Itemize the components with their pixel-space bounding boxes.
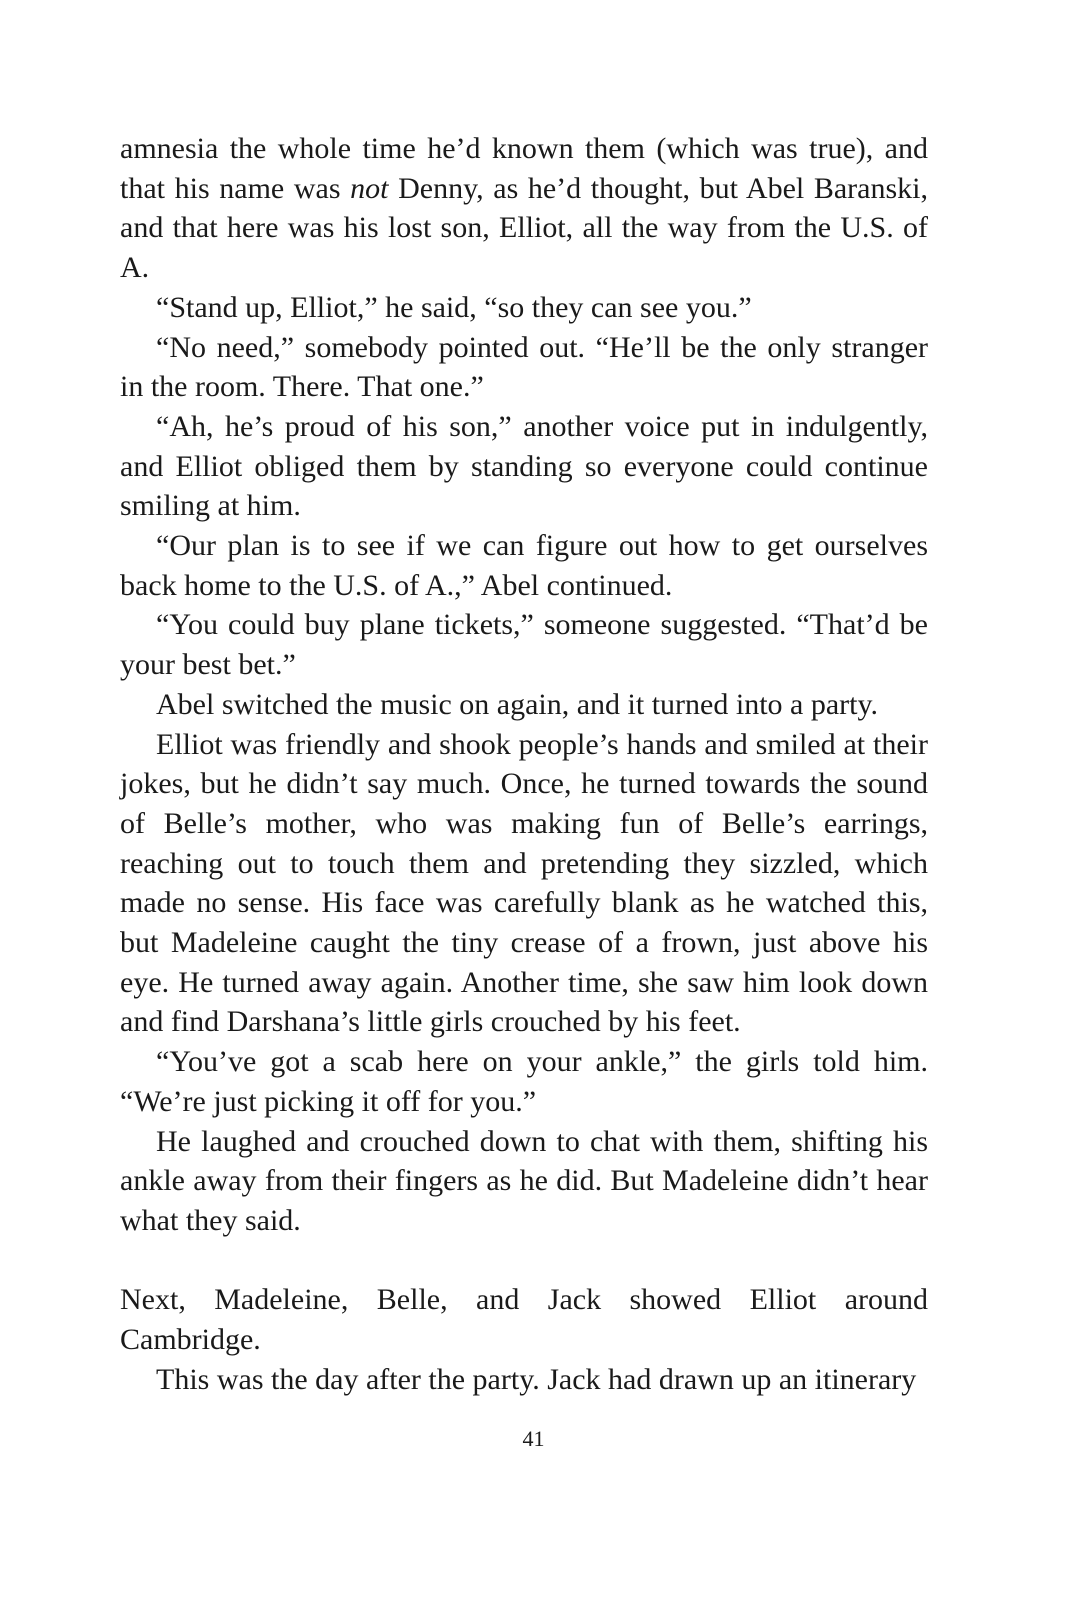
paragraph-4: “Ah, he’s proud of his son,” another voice put in indulgently, and Elliot obliged them by standing so everyone could continue smiling at him. xyxy=(120,409,928,523)
paragraph-2: “Stand up, Elliot,” he said, “so they can see you.” xyxy=(156,290,752,324)
italic-word: not xyxy=(350,171,389,205)
paragraph-7: Abel switched the music on again, and it turned into a party. xyxy=(156,687,879,721)
page-number: 41 xyxy=(522,1426,545,1451)
paragraph-8: Elliot was friendly and shook people’s hands and smiled at their jokes, but he didn’t say much. Once, he turned towards the sound of Belle’s mother, who was making fun of Belle’s earrings, reaching out to touch them and pretending they sizzled, which made no sense. His face was carefully blank as he watched this, but Madeleine caught the tiny crease of a frown, just above his eye. He turned away again. Another time, she saw him look down and find Darshana’s little girls crouched by his feet. xyxy=(120,727,928,1039)
paragraph-9: “You’ve got a scab here on your ankle,” the girls told him. “We’re just picking it off for you.” xyxy=(120,1045,928,1118)
paragraph-6: “You could buy plane tickets,” someone suggested. “That’d be your best bet.” xyxy=(120,608,928,682)
paragraph-3: “No need,” somebody pointed out. “He’ll be the only stranger in the room. There. That one.” xyxy=(120,330,928,404)
paragraph-1: amnesia the whole time he’d known them (which was true), and that his name was not Denny, as he’d thought, but Abel Baranski, and that here was his lost son, Elliot, all the way from the U.S. of A. xyxy=(120,132,928,285)
page-body xyxy=(120,129,928,1399)
paragraph-12: This was the day after the party. Jack had drawn up an itinerary xyxy=(156,1362,917,1396)
paragraph-5: “Our plan is to see if we can figure out how to get ourselves back home to the U.S. of A.,” Abel continued. xyxy=(120,529,928,602)
paragraph-10: He laughed and crouched down to chat with them, shifting his ankle away from their fingers as he did. But Madeleine didn’t hear what they said. xyxy=(120,1124,928,1237)
paragraph-11: Next, Madeleine, Belle, and Jack showed Elliot around Cambridge. xyxy=(120,1283,928,1357)
